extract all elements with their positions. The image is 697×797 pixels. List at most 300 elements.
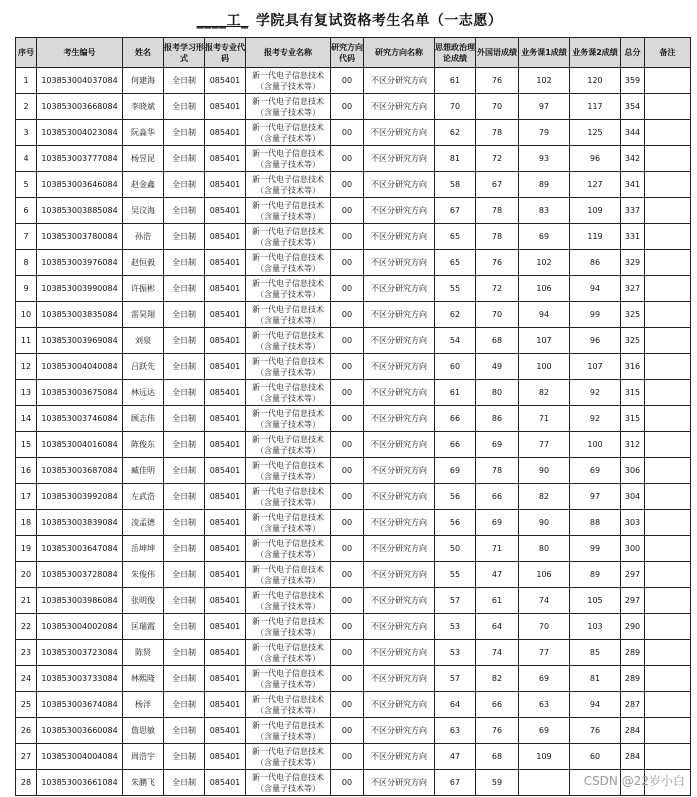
course1-score-cell: 63	[519, 692, 570, 718]
remark-cell	[645, 276, 691, 302]
page-title	[0, 10, 697, 30]
candidate-id-cell: 103853003668084	[37, 94, 123, 120]
course2-score-cell: 85	[570, 640, 621, 666]
study-mode-cell: 全日制	[164, 250, 205, 276]
politics-score-cell: 58	[435, 172, 476, 198]
study-mode-cell: 全日制	[164, 276, 205, 302]
direction-code-cell: 00	[331, 692, 364, 718]
direction-name-cell: 不区分研究方向	[364, 614, 435, 640]
study-mode-cell: 全日制	[164, 354, 205, 380]
remark-cell	[645, 510, 691, 536]
course2-score-cell: 97	[570, 484, 621, 510]
candidate-name-cell: 李晓斌	[123, 94, 164, 120]
remark-cell	[645, 198, 691, 224]
direction-name-cell: 不区分研究方向	[364, 250, 435, 276]
politics-score-cell: 50	[435, 536, 476, 562]
major-code-cell: 085401	[205, 224, 246, 250]
direction-name-cell: 不区分研究方向	[364, 302, 435, 328]
foreign-language-score-cell: 80	[476, 380, 519, 406]
candidate-id-cell: 103853003839084	[37, 510, 123, 536]
foreign-language-score-cell: 78	[476, 224, 519, 250]
total-score-cell: 329	[621, 250, 645, 276]
course2-score-cell: 96	[570, 146, 621, 172]
table-row	[16, 744, 691, 770]
politics-score-cell: 56	[435, 484, 476, 510]
course2-score-cell: 69	[570, 458, 621, 484]
remark-cell	[645, 692, 691, 718]
direction-code-cell: 00	[331, 354, 364, 380]
major-code-cell: 085401	[205, 484, 246, 510]
row-number-cell: 15	[16, 432, 37, 458]
candidate-name-cell: 林远达	[123, 380, 164, 406]
header-cell: 研究方向代码	[331, 38, 364, 68]
foreign-language-score-cell: 61	[476, 588, 519, 614]
candidate-name-cell: 许振彬	[123, 276, 164, 302]
foreign-language-score-cell: 68	[476, 744, 519, 770]
course2-score-cell: 109	[570, 198, 621, 224]
candidate-id-cell: 103853003992084	[37, 484, 123, 510]
study-mode-cell: 全日制	[164, 562, 205, 588]
direction-name-cell: 不区分研究方向	[364, 146, 435, 172]
remark-cell	[645, 406, 691, 432]
total-score-cell: 297	[621, 588, 645, 614]
candidate-id-cell: 103853003661084	[37, 770, 123, 796]
direction-name-cell: 不区分研究方向	[364, 510, 435, 536]
course1-score-cell: 106	[519, 276, 570, 302]
study-mode-cell: 全日制	[164, 666, 205, 692]
candidate-id-cell: 103853003674084	[37, 692, 123, 718]
study-mode-cell: 全日制	[164, 380, 205, 406]
foreign-language-score-cell: 72	[476, 146, 519, 172]
study-mode-cell: 全日制	[164, 458, 205, 484]
major-code-cell: 085401	[205, 458, 246, 484]
major-name-cell: 新一代电子信息技术（含量子技术等）	[246, 276, 331, 302]
major-code-cell: 085401	[205, 770, 246, 796]
table-body	[16, 68, 691, 796]
direction-code-cell: 00	[331, 406, 364, 432]
total-score-cell: 312	[621, 432, 645, 458]
direction-code-cell: 00	[331, 510, 364, 536]
remark-cell	[645, 640, 691, 666]
candidate-id-cell: 103853003687084	[37, 458, 123, 484]
remark-cell	[645, 458, 691, 484]
course2-score-cell: 81	[570, 666, 621, 692]
politics-score-cell: 62	[435, 302, 476, 328]
course1-score-cell: 83	[519, 198, 570, 224]
major-code-cell: 085401	[205, 432, 246, 458]
total-score-cell: 359	[621, 68, 645, 94]
course1-score-cell: 77	[519, 432, 570, 458]
candidate-name-cell: 匡瑞霞	[123, 614, 164, 640]
candidate-name-cell: 左武浩	[123, 484, 164, 510]
total-score-cell: 289	[621, 666, 645, 692]
major-code-cell: 085401	[205, 744, 246, 770]
row-number-cell: 20	[16, 562, 37, 588]
table-row	[16, 380, 691, 406]
direction-name-cell: 不区分研究方向	[364, 94, 435, 120]
candidate-id-cell: 103853003976084	[37, 250, 123, 276]
candidate-name-cell: 周浩宇	[123, 744, 164, 770]
direction-name-cell: 不区分研究方向	[364, 692, 435, 718]
politics-score-cell: 66	[435, 406, 476, 432]
total-score-cell: 344	[621, 120, 645, 146]
foreign-language-score-cell: 69	[476, 510, 519, 536]
course2-score-cell: 60	[570, 744, 621, 770]
politics-score-cell: 61	[435, 68, 476, 94]
study-mode-cell: 全日制	[164, 536, 205, 562]
candidate-name-cell: 林熙隆	[123, 666, 164, 692]
total-score-cell: 287	[621, 692, 645, 718]
major-code-cell: 085401	[205, 250, 246, 276]
remark-cell	[645, 666, 691, 692]
remark-cell	[645, 744, 691, 770]
course1-score-cell: 69	[519, 718, 570, 744]
politics-score-cell: 54	[435, 328, 476, 354]
course1-score-cell: 69	[519, 224, 570, 250]
study-mode-cell: 全日制	[164, 68, 205, 94]
major-name-cell: 新一代电子信息技术（含量子技术等）	[246, 692, 331, 718]
candidate-name-cell: 孙浩	[123, 224, 164, 250]
foreign-language-score-cell: 64	[476, 614, 519, 640]
major-name-cell: 新一代电子信息技术（含量子技术等）	[246, 458, 331, 484]
candidate-id-cell: 103853003986084	[37, 588, 123, 614]
direction-name-cell: 不区分研究方向	[364, 744, 435, 770]
study-mode-cell: 全日制	[164, 432, 205, 458]
major-name-cell: 新一代电子信息技术（含量子技术等）	[246, 562, 331, 588]
candidate-name-cell: 刘泉	[123, 328, 164, 354]
politics-score-cell: 69	[435, 458, 476, 484]
course1-score-cell: 89	[519, 172, 570, 198]
row-number-cell: 17	[16, 484, 37, 510]
foreign-language-score-cell: 71	[476, 536, 519, 562]
course1-score-cell: 94	[519, 302, 570, 328]
total-score-cell: 325	[621, 302, 645, 328]
table-row	[16, 562, 691, 588]
course2-score-cell: 92	[570, 406, 621, 432]
course2-score-cell: 88	[570, 510, 621, 536]
total-score-cell: 331	[621, 224, 645, 250]
major-code-cell: 085401	[205, 380, 246, 406]
candidate-id-cell: 103853003647084	[37, 536, 123, 562]
course2-score-cell: 107	[570, 354, 621, 380]
watermark: CSDN @22岁小白	[583, 774, 685, 788]
total-score-cell: 325	[621, 328, 645, 354]
course1-score-cell: 82	[519, 380, 570, 406]
course2-score-cell: 92	[570, 380, 621, 406]
total-score-cell: 300	[621, 536, 645, 562]
foreign-language-score-cell: 78	[476, 120, 519, 146]
politics-score-cell: 61	[435, 380, 476, 406]
direction-name-cell: 不区分研究方向	[364, 276, 435, 302]
table-row	[16, 588, 691, 614]
total-score-cell: 290	[621, 614, 645, 640]
study-mode-cell: 全日制	[164, 614, 205, 640]
remark-cell	[645, 94, 691, 120]
course2-score-cell: 100	[570, 432, 621, 458]
candidate-id-cell: 103853004016084	[37, 432, 123, 458]
politics-score-cell: 81	[435, 146, 476, 172]
direction-name-cell: 不区分研究方向	[364, 224, 435, 250]
major-code-cell: 085401	[205, 68, 246, 94]
table-row	[16, 484, 691, 510]
major-code-cell: 085401	[205, 588, 246, 614]
header-cell: 思想政治理论成绩	[435, 38, 476, 68]
major-name-cell: 新一代电子信息技术（含量子技术等）	[246, 250, 331, 276]
direction-code-cell: 00	[331, 302, 364, 328]
major-name-cell: 新一代电子信息技术（含量子技术等）	[246, 94, 331, 120]
major-code-cell: 085401	[205, 718, 246, 744]
major-code-cell: 085401	[205, 536, 246, 562]
study-mode-cell: 全日制	[164, 94, 205, 120]
direction-code-cell: 00	[331, 614, 364, 640]
course1-score-cell: 109	[519, 744, 570, 770]
total-score-cell: 297	[621, 562, 645, 588]
row-number-cell: 23	[16, 640, 37, 666]
politics-score-cell: 66	[435, 432, 476, 458]
course2-score-cell: 127	[570, 172, 621, 198]
politics-score-cell: 57	[435, 588, 476, 614]
remark-cell	[645, 484, 691, 510]
candidate-name-cell: 张明俊	[123, 588, 164, 614]
table-row	[16, 302, 691, 328]
foreign-language-score-cell: 68	[476, 328, 519, 354]
major-name-cell: 新一代电子信息技术（含量子技术等）	[246, 172, 331, 198]
table-row	[16, 198, 691, 224]
direction-code-cell: 00	[331, 744, 364, 770]
row-number-cell: 4	[16, 146, 37, 172]
study-mode-cell: 全日制	[164, 406, 205, 432]
direction-code-cell: 00	[331, 536, 364, 562]
course2-score-cell: 94	[570, 276, 621, 302]
direction-name-cell: 不区分研究方向	[364, 354, 435, 380]
candidate-table	[15, 37, 691, 796]
candidate-name-cell: 朱俊伟	[123, 562, 164, 588]
candidate-name-cell: 臧佳明	[123, 458, 164, 484]
foreign-language-score-cell: 86	[476, 406, 519, 432]
major-name-cell: 新一代电子信息技术（含量子技术等）	[246, 588, 331, 614]
direction-code-cell: 00	[331, 640, 364, 666]
major-name-cell: 新一代电子信息技术（含量子技术等）	[246, 484, 331, 510]
major-code-cell: 085401	[205, 614, 246, 640]
candidate-name-cell: 陈贤	[123, 640, 164, 666]
table-row	[16, 718, 691, 744]
foreign-language-score-cell: 74	[476, 640, 519, 666]
major-name-cell: 新一代电子信息技术（含量子技术等）	[246, 120, 331, 146]
politics-score-cell: 63	[435, 718, 476, 744]
direction-name-cell: 不区分研究方向	[364, 640, 435, 666]
row-number-cell: 25	[16, 692, 37, 718]
politics-score-cell: 64	[435, 692, 476, 718]
remark-cell	[645, 328, 691, 354]
row-number-cell: 1	[16, 68, 37, 94]
table-row	[16, 94, 691, 120]
candidate-id-cell: 103853003728084	[37, 562, 123, 588]
direction-code-cell: 00	[331, 276, 364, 302]
total-score-cell: 354	[621, 94, 645, 120]
course2-score-cell: 120	[570, 68, 621, 94]
study-mode-cell: 全日制	[164, 640, 205, 666]
direction-name-cell: 不区分研究方向	[364, 770, 435, 796]
direction-code-cell: 00	[331, 94, 364, 120]
foreign-language-score-cell: 66	[476, 484, 519, 510]
direction-name-cell: 不区分研究方向	[364, 328, 435, 354]
table-row	[16, 510, 691, 536]
header-cell: 外国语成绩	[476, 38, 519, 68]
row-number-cell: 2	[16, 94, 37, 120]
major-name-cell: 新一代电子信息技术（含量子技术等）	[246, 666, 331, 692]
row-number-cell: 10	[16, 302, 37, 328]
row-number-cell: 3	[16, 120, 37, 146]
major-code-cell: 085401	[205, 328, 246, 354]
remark-cell	[645, 432, 691, 458]
direction-name-cell: 不区分研究方向	[364, 588, 435, 614]
direction-name-cell: 不区分研究方向	[364, 718, 435, 744]
candidate-name-cell: 朱鹏飞	[123, 770, 164, 796]
direction-code-cell: 00	[331, 250, 364, 276]
major-name-cell: 新一代电子信息技术（含量子技术等）	[246, 224, 331, 250]
foreign-language-score-cell: 76	[476, 718, 519, 744]
study-mode-cell: 全日制	[164, 484, 205, 510]
direction-name-cell: 不区分研究方向	[364, 172, 435, 198]
direction-code-cell: 00	[331, 770, 364, 796]
candidate-name-cell: 吴汶海	[123, 198, 164, 224]
table-header-row	[16, 38, 691, 68]
course1-score-cell: 90	[519, 458, 570, 484]
table-row	[16, 250, 691, 276]
candidate-id-cell: 103853003660084	[37, 718, 123, 744]
foreign-language-score-cell: 76	[476, 68, 519, 94]
table-row	[16, 146, 691, 172]
row-number-cell: 6	[16, 198, 37, 224]
direction-name-cell: 不区分研究方向	[364, 406, 435, 432]
major-code-cell: 085401	[205, 198, 246, 224]
course2-score-cell: 86	[570, 250, 621, 276]
study-mode-cell: 全日制	[164, 588, 205, 614]
major-code-cell: 085401	[205, 510, 246, 536]
major-name-cell: 新一代电子信息技术（含量子技术等）	[246, 68, 331, 94]
candidate-id-cell: 103853003733084	[37, 666, 123, 692]
course1-score-cell: 74	[519, 588, 570, 614]
row-number-cell: 8	[16, 250, 37, 276]
course1-score-cell	[519, 770, 570, 796]
study-mode-cell: 全日制	[164, 120, 205, 146]
remark-cell	[645, 588, 691, 614]
total-score-cell: 342	[621, 146, 645, 172]
direction-code-cell: 00	[331, 458, 364, 484]
major-name-cell: 新一代电子信息技术（含量子技术等）	[246, 510, 331, 536]
candidate-id-cell: 103853003780084	[37, 224, 123, 250]
course1-score-cell: 97	[519, 94, 570, 120]
table-row	[16, 328, 691, 354]
header-cell: 总分	[621, 38, 645, 68]
study-mode-cell: 全日制	[164, 692, 205, 718]
remark-cell	[645, 224, 691, 250]
header-cell: 报考学习形式	[164, 38, 205, 68]
total-score-cell: 289	[621, 640, 645, 666]
course1-score-cell: 102	[519, 68, 570, 94]
foreign-language-score-cell: 82	[476, 666, 519, 692]
study-mode-cell: 全日制	[164, 172, 205, 198]
table-row	[16, 172, 691, 198]
major-code-cell: 085401	[205, 562, 246, 588]
remark-cell	[645, 354, 691, 380]
major-code-cell: 085401	[205, 666, 246, 692]
direction-code-cell: 00	[331, 68, 364, 94]
total-score-cell: 284	[621, 744, 645, 770]
direction-code-cell: 00	[331, 718, 364, 744]
politics-score-cell: 67	[435, 198, 476, 224]
table-row	[16, 354, 691, 380]
major-code-cell: 085401	[205, 146, 246, 172]
foreign-language-score-cell: 69	[476, 432, 519, 458]
major-name-cell: 新一代电子信息技术（含量子技术等）	[246, 744, 331, 770]
remark-cell	[645, 302, 691, 328]
candidate-id-cell: 103853004040084	[37, 354, 123, 380]
candidate-name-cell: 岳坤坤	[123, 536, 164, 562]
course1-score-cell: 93	[519, 146, 570, 172]
total-score-cell: 327	[621, 276, 645, 302]
foreign-language-score-cell: 70	[476, 94, 519, 120]
direction-name-cell: 不区分研究方向	[364, 68, 435, 94]
politics-score-cell: 67	[435, 770, 476, 796]
major-code-cell: 085401	[205, 354, 246, 380]
direction-name-cell: 不区分研究方向	[364, 562, 435, 588]
table-row	[16, 224, 691, 250]
table-row	[16, 640, 691, 666]
major-name-cell: 新一代电子信息技术（含量子技术等）	[246, 640, 331, 666]
major-name-cell: 新一代电子信息技术（含量子技术等）	[246, 770, 331, 796]
study-mode-cell: 全日制	[164, 744, 205, 770]
course2-score-cell: 76	[570, 718, 621, 744]
row-number-cell: 13	[16, 380, 37, 406]
table-row	[16, 458, 691, 484]
row-number-cell: 21	[16, 588, 37, 614]
table-row	[16, 406, 691, 432]
candidate-id-cell: 103853003969084	[37, 328, 123, 354]
course2-score-cell: 96	[570, 328, 621, 354]
remark-cell	[645, 380, 691, 406]
row-number-cell: 27	[16, 744, 37, 770]
direction-code-cell: 00	[331, 432, 364, 458]
remark-cell	[645, 536, 691, 562]
course2-score-cell: 103	[570, 614, 621, 640]
course1-score-cell: 106	[519, 562, 570, 588]
row-number-cell: 7	[16, 224, 37, 250]
table-row	[16, 614, 691, 640]
foreign-language-score-cell: 76	[476, 250, 519, 276]
direction-code-cell: 00	[331, 172, 364, 198]
title-text: 学院具有复试资格考生名单（一志愿）	[250, 13, 503, 29]
major-name-cell: 新一代电子信息技术（含量子技术等）	[246, 380, 331, 406]
candidate-id-cell: 103853003885084	[37, 198, 123, 224]
candidate-id-cell: 103853003675084	[37, 380, 123, 406]
course1-score-cell: 100	[519, 354, 570, 380]
row-number-cell: 5	[16, 172, 37, 198]
major-name-cell: 新一代电子信息技术（含量子技术等）	[246, 302, 331, 328]
row-number-cell: 24	[16, 666, 37, 692]
table-row	[16, 692, 691, 718]
course1-score-cell: 102	[519, 250, 570, 276]
header-cell: 备注	[645, 38, 691, 68]
foreign-language-score-cell: 49	[476, 354, 519, 380]
candidate-name-cell: 何建海	[123, 68, 164, 94]
course1-score-cell: 80	[519, 536, 570, 562]
candidate-name-cell: 陈俊东	[123, 432, 164, 458]
course2-score-cell: 99	[570, 302, 621, 328]
course1-score-cell: 71	[519, 406, 570, 432]
course2-score-cell: 125	[570, 120, 621, 146]
major-name-cell: 新一代电子信息技术（含量子技术等）	[246, 432, 331, 458]
